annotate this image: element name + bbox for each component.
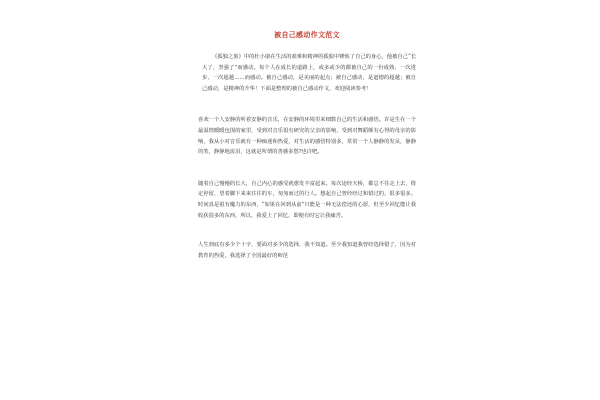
- paragraph-intro: 《孤独之旅》中的杜小康在生活的艰难和精神的孤独中锤炼了自己的身心，他被自己“长大了，坚强了”而感动。每个人在成长的道路上，或多或少的都被自己的一份成熟、一次进步、一次超越……而感动。被自己感动，是美丽的起点；被自己感动，是道德的超越；被自己感动，是精神的升华！下面是整理的被自己感动作文，欢迎阅读参考！: [202, 54, 416, 92]
- paragraph-growing-up: 随着自己慢慢的长大，自己内心的感受就愈发丰富起来。每次途经天桥，都总不住走上去，倚定停留，望着脚下来来往往的车，匆匆而过的行人。想起自己曾经经过和错过的，很多很多。时间真是很有魔力的东西，“如果在回到从前”只能是一种无法偿还的心愿，但至少回忆能让我收获很多的东西，所以，我爱上了回忆，即便有时它让我痛苦。: [198, 180, 416, 219]
- paragraph-gap: [198, 94, 416, 115]
- paragraph-music: 喜欢一个人安静的听着安静的音乐，在安静的环境里来细数自己的生活和感悟。许是生在一个最温情暖暖包围的家里，受到对音乐很有研究的父亲的影响，受到对舞蹈颇有心得的母亲的影响，我从小对音乐就有一种痴迷和热爱，对生活的感悟特别多，常常一个人静静的发呆，静静的笑，静静地流泪，这就是所谓的善感多愁?也许吧。: [198, 117, 416, 156]
- paragraph-gap: [198, 158, 416, 179]
- document-body: [198, 30, 416, 261]
- document-title: 被自己感动作文范文: [274, 30, 340, 39]
- paragraph-gap: [198, 221, 416, 240]
- paragraph-life-choices: 人生到底有多少个十字，要面对多少的选择，我不知道。至少我知道我曾经选择错了，因为对教育的热爱，我选择了全国最好的师范: [198, 242, 416, 259]
